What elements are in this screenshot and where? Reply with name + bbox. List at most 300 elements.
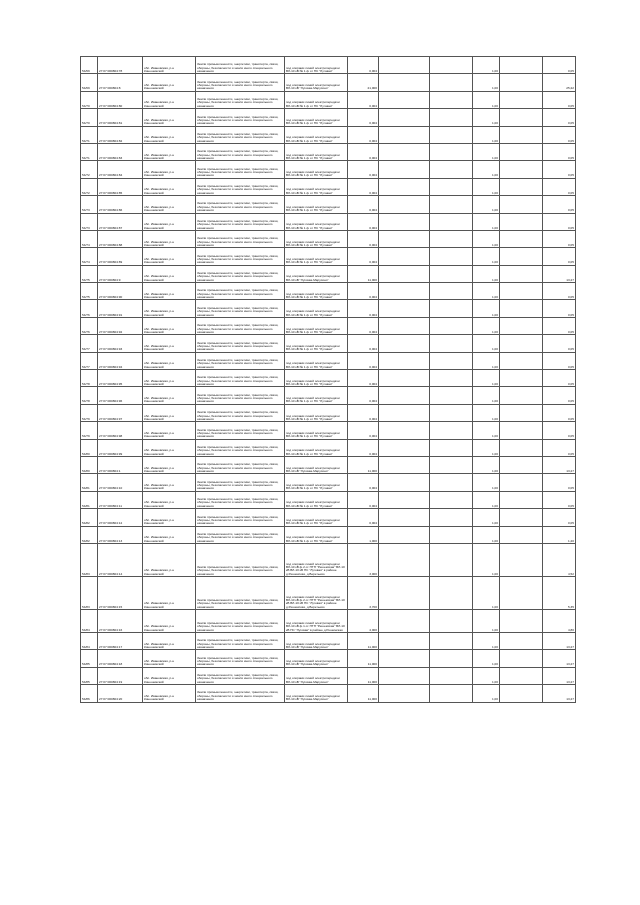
location: обл. Ивановская, р-н Кинешемский bbox=[143, 667, 196, 684]
empty-cell bbox=[500, 283, 543, 300]
area: 0,004 bbox=[348, 248, 379, 265]
area: 0,004 bbox=[348, 300, 379, 317]
amount: 0,05 bbox=[543, 230, 576, 247]
empty-cell bbox=[430, 178, 473, 195]
empty-cell bbox=[379, 387, 430, 404]
share: 1,00 bbox=[473, 526, 500, 543]
empty-cell bbox=[500, 370, 543, 387]
amount: 0,05 bbox=[543, 91, 576, 108]
area: 0,004 bbox=[348, 196, 379, 213]
amount: 13,27 bbox=[543, 632, 576, 649]
empty-cell bbox=[379, 609, 430, 632]
location: обл. Ивановская, р-н Кинешемский bbox=[143, 543, 196, 576]
empty-cell bbox=[379, 57, 430, 74]
area: 4,000 bbox=[348, 609, 379, 632]
table-row bbox=[81, 283, 576, 300]
table-row bbox=[81, 317, 576, 334]
empty-cell bbox=[379, 422, 430, 439]
table-row bbox=[81, 248, 576, 265]
permitted-use: под опорами линий электропередачи ВЛ-10 кВ № 1 ф от ПС "Луговая" bbox=[285, 491, 348, 508]
empty-cell bbox=[430, 196, 473, 213]
share: 1,00 bbox=[473, 57, 500, 74]
permitted-use: под опорами линий электропередачи ВЛ-10 кВ № 1 ф от ПС "Луговая" bbox=[285, 387, 348, 404]
cadastral-number: 27:07:000804:78 bbox=[98, 57, 143, 74]
location: обл. Ивановская, р-н Кинешемский bbox=[143, 576, 196, 609]
land-category: Земли промышленности, энергетики, транспорта, связи, обороны, безопасности и земли иного специального назначения bbox=[196, 109, 285, 126]
land-category: Земли промышленности, энергетики, транспорта, связи, обороны, безопасности и земли иного специального назначения bbox=[196, 178, 285, 195]
permitted-use: под опорами линий электропередачи ВЛ-10 кВ № 1 ф от ПС "Луговая" bbox=[285, 91, 348, 108]
table-row bbox=[81, 74, 576, 91]
table-row bbox=[81, 109, 576, 126]
empty-cell bbox=[500, 213, 543, 230]
row-number: 54/78 bbox=[81, 387, 98, 404]
permitted-use: под опорами линий электропередачи ВЛ-10 кВ № 1 ф от ПС "Луговая" bbox=[285, 317, 348, 334]
share: 1,00 bbox=[473, 509, 500, 526]
share: 1,00 bbox=[473, 143, 500, 160]
amount: 5,35 bbox=[543, 576, 576, 609]
location: обл. Ивановская, р-н Кинешемский bbox=[143, 609, 196, 632]
land-category: Земли промышленности, энергетики, транспорта, связи, обороны, безопасности и земли иного специального назначения bbox=[196, 283, 285, 300]
land-category: Земли промышленности, энергетики, транспорта, связи, обороны, безопасности и земли иного специального назначения bbox=[196, 667, 285, 684]
cadastral-number: 27:07:000804:98 bbox=[98, 422, 143, 439]
area: 11,000 bbox=[348, 667, 379, 684]
empty-cell bbox=[500, 143, 543, 160]
row-number: 54/69 bbox=[81, 74, 98, 91]
empty-cell bbox=[500, 57, 543, 74]
cadastral-number: 27:07:000804:20 bbox=[98, 685, 143, 702]
empty-cell bbox=[379, 474, 430, 491]
land-category: Земли промышленности, энергетики, транспорта, связи, обороны, безопасности и земли иного специального назначения bbox=[196, 509, 285, 526]
row-number: 54/72 bbox=[81, 178, 98, 195]
location: обл. Ивановская, р-н Кинешемский bbox=[143, 335, 196, 352]
area: 0,004 bbox=[348, 126, 379, 143]
table-row bbox=[81, 526, 576, 543]
area: 0,004 bbox=[348, 178, 379, 195]
empty-cell bbox=[430, 526, 473, 543]
row-number: 54/86 bbox=[81, 685, 98, 702]
share: 1,00 bbox=[473, 576, 500, 609]
empty-cell bbox=[430, 230, 473, 247]
empty-cell bbox=[379, 370, 430, 387]
share: 1,00 bbox=[473, 109, 500, 126]
amount: 13,27 bbox=[543, 456, 576, 473]
area: 0,004 bbox=[348, 370, 379, 387]
land-category: Земли промышленности, энергетики, транспорта, связи, обороны, безопасности и земли иного специального назначения bbox=[196, 685, 285, 702]
area: 0,004 bbox=[348, 335, 379, 352]
land-category: Земли промышленности, энергетики, транспорта, связи, обороны, безопасности и земли иного специального назначения bbox=[196, 526, 285, 543]
empty-cell bbox=[500, 230, 543, 247]
empty-cell bbox=[379, 283, 430, 300]
empty-cell bbox=[500, 685, 543, 702]
share: 1,00 bbox=[473, 213, 500, 230]
location: обл. Ивановская, р-н Кинешемский bbox=[143, 178, 196, 195]
permitted-use: под опорами линий электропередачи ВЛ-10 кВ № 1 ф от ПС "Луговая" bbox=[285, 161, 348, 178]
empty-cell bbox=[430, 370, 473, 387]
empty-cell bbox=[430, 650, 473, 667]
row-number: 54/72 bbox=[81, 161, 98, 178]
table-row bbox=[81, 609, 576, 632]
amount: 25,22 bbox=[543, 74, 576, 91]
row-number: 54/76 bbox=[81, 300, 98, 317]
cadastral-number: 27:07:000804:80 bbox=[98, 91, 143, 108]
share: 1,00 bbox=[473, 650, 500, 667]
area: 11,000 bbox=[348, 456, 379, 473]
cadastral-number: 27:07:000804:14 bbox=[98, 543, 143, 576]
land-category: Земли промышленности, энергетики, транспорта, связи, обороны, безопасности и земли иного специального назначения bbox=[196, 126, 285, 143]
permitted-use: под опорами линий электропередачи ВЛ-10 кВ № 1 ф от ПС "Луговая" bbox=[285, 126, 348, 143]
table-row bbox=[81, 126, 576, 143]
location: обл. Ивановская, р-н Кинешемский bbox=[143, 491, 196, 508]
land-category: Земли промышленности, энергетики, транспорта, связи, обороны, безопасности и земли иного специального назначения bbox=[196, 335, 285, 352]
row-number: 54/74 bbox=[81, 248, 98, 265]
table-row bbox=[81, 178, 576, 195]
row-number: 54/77 bbox=[81, 335, 98, 352]
row-number: 54/83 bbox=[81, 576, 98, 609]
empty-cell bbox=[430, 509, 473, 526]
empty-cell bbox=[500, 474, 543, 491]
permitted-use: под опорами линий электропередачи ВЛ-10 кВ № 1 ф от ПС "Луговая" bbox=[285, 57, 348, 74]
land-category: Земли промышленности, энергетики, транспорта, связи, обороны, безопасности и земли иного специального назначения bbox=[196, 632, 285, 649]
share: 1,00 bbox=[473, 161, 500, 178]
empty-cell bbox=[500, 650, 543, 667]
area: 0,004 bbox=[348, 491, 379, 508]
area: 11,000 bbox=[348, 685, 379, 702]
amount: 13,27 bbox=[543, 265, 576, 282]
empty-cell bbox=[379, 491, 430, 508]
row-number: 54/80 bbox=[81, 456, 98, 473]
amount: 0,05 bbox=[543, 404, 576, 421]
amount: 0,05 bbox=[543, 439, 576, 456]
empty-cell bbox=[379, 317, 430, 334]
empty-cell bbox=[430, 300, 473, 317]
empty-cell bbox=[500, 196, 543, 213]
area: 11,000 bbox=[348, 650, 379, 667]
row-number: 54/82 bbox=[81, 509, 98, 526]
empty-cell bbox=[500, 335, 543, 352]
empty-cell bbox=[500, 404, 543, 421]
empty-cell bbox=[430, 161, 473, 178]
amount: 0,05 bbox=[543, 283, 576, 300]
row-number: 54/70 bbox=[81, 109, 98, 126]
permitted-use: под опорами линий электропередачи ВЛ-10 кВ № 1 ф от ПС "Луговая" bbox=[285, 248, 348, 265]
area: 11,000 bbox=[348, 632, 379, 649]
area: 0,004 bbox=[348, 352, 379, 369]
permitted-use: под опорами линий электропередачи ВЛ-10 кВ № 1 ф от ПС "Луговая" bbox=[285, 370, 348, 387]
empty-cell bbox=[500, 387, 543, 404]
empty-cell bbox=[379, 126, 430, 143]
share: 1,00 bbox=[473, 422, 500, 439]
permitted-use: под опорами линий электропередачи ВЛ-10 кВ № 1 ф от ПС "Луговая" bbox=[285, 474, 348, 491]
empty-cell bbox=[430, 283, 473, 300]
empty-cell bbox=[500, 422, 543, 439]
share: 1,00 bbox=[473, 335, 500, 352]
empty-cell bbox=[379, 248, 430, 265]
empty-cell bbox=[430, 667, 473, 684]
land-category: Земли промышленности, энергетики, транспорта, связи, обороны, безопасности и земли иного специального назначения bbox=[196, 439, 285, 456]
row-number: 54/83 bbox=[81, 543, 98, 576]
table-row bbox=[81, 667, 576, 684]
permitted-use: под опорами линий электропередачи ВЛ-10 кВ № 1 ф от ПС "Луговая" bbox=[285, 526, 348, 543]
table-row bbox=[81, 57, 576, 74]
row-number: 54/69 bbox=[81, 57, 98, 74]
amount: 13,27 bbox=[543, 667, 576, 684]
empty-cell bbox=[430, 74, 473, 91]
share: 1,00 bbox=[473, 126, 500, 143]
land-category: Земли промышленности, энергетики, транспорта, связи, обороны, безопасности и земли иного специального назначения bbox=[196, 474, 285, 491]
area: 0,004 bbox=[348, 57, 379, 74]
permitted-use: под опорами линий электропередачи ВЛ-10 кВ № 1 ф от ПС "Луговая" bbox=[285, 196, 348, 213]
area: 0,004 bbox=[348, 474, 379, 491]
row-number: 54/77 bbox=[81, 352, 98, 369]
amount: 0,05 bbox=[543, 491, 576, 508]
row-number: 54/73 bbox=[81, 213, 98, 230]
share: 1,00 bbox=[473, 632, 500, 649]
cadastral-number: 27:07:000804:82 bbox=[98, 126, 143, 143]
cadastral-number: 27:07:000804:85 bbox=[98, 178, 143, 195]
permitted-use: под опорами линий электропередачи ВЛ-10 кВ ф.2 от ПТП "Решемская" ВЛ-10 кВ ВЛ-10 кВ ПС "Луговая" в районе д.Решемская, д.Веретьево bbox=[285, 576, 348, 609]
land-category: Земли промышленности, энергетики, транспорта, связи, обороны, безопасности и земли иного специального назначения bbox=[196, 491, 285, 508]
table-row bbox=[81, 491, 576, 508]
permitted-use: под опорами линий электропередачи ВЛ-10 кВ "Луговая-Марусино" bbox=[285, 685, 348, 702]
cadastral-number: 27:07:000804:81 bbox=[98, 109, 143, 126]
table-row bbox=[81, 335, 576, 352]
area: 0,004 bbox=[348, 143, 379, 160]
amount: 0,05 bbox=[543, 126, 576, 143]
location: обл. Ивановская, р-н Кинешемский bbox=[143, 126, 196, 143]
empty-cell bbox=[500, 456, 543, 473]
amount: 0,05 bbox=[543, 474, 576, 491]
empty-cell bbox=[379, 196, 430, 213]
empty-cell bbox=[500, 543, 543, 576]
amount: 0,05 bbox=[543, 196, 576, 213]
row-number: 54/81 bbox=[81, 474, 98, 491]
area: 0,004 bbox=[348, 422, 379, 439]
empty-cell bbox=[430, 126, 473, 143]
row-number: 54/80 bbox=[81, 439, 98, 456]
share: 1,00 bbox=[473, 352, 500, 369]
cadastral-number: 27:07:000804:91 bbox=[98, 300, 143, 317]
land-category: Земли промышленности, энергетики, транспорта, связи, обороны, безопасности и земли иного специального назначения bbox=[196, 161, 285, 178]
location: обл. Ивановская, р-н Кинешемский bbox=[143, 404, 196, 421]
table-row bbox=[81, 422, 576, 439]
location: обл. Ивановская, р-н Кинешемский bbox=[143, 422, 196, 439]
amount: 0,05 bbox=[543, 335, 576, 352]
land-category: Земли промышленности, энергетики, транспорта, связи, обороны, безопасности и земли иного специального назначения bbox=[196, 404, 285, 421]
table-row bbox=[81, 91, 576, 108]
land-category: Земли промышленности, энергетики, транспорта, связи, обороны, безопасности и земли иного специального назначения bbox=[196, 91, 285, 108]
share: 1,00 bbox=[473, 74, 500, 91]
amount: 0,05 bbox=[543, 213, 576, 230]
empty-cell bbox=[379, 352, 430, 369]
cadastral-number: 27:07:000804:96 bbox=[98, 387, 143, 404]
share: 1,00 bbox=[473, 178, 500, 195]
land-category: Земли промышленности, энергетики, транспорта, связи, обороны, безопасности и земли иного специального назначения bbox=[196, 352, 285, 369]
table-row bbox=[81, 265, 576, 282]
empty-cell bbox=[500, 126, 543, 143]
location: обл. Ивановская, р-н Кинешемский bbox=[143, 632, 196, 649]
share: 1,00 bbox=[473, 387, 500, 404]
table-row bbox=[81, 370, 576, 387]
share: 1,00 bbox=[473, 91, 500, 108]
location: обл. Ивановская, р-н Кинешемский bbox=[143, 283, 196, 300]
empty-cell bbox=[500, 91, 543, 108]
location: обл. Ивановская, р-н Кинешемский bbox=[143, 439, 196, 456]
cadastral-number: 27:07:000804:16 bbox=[98, 609, 143, 632]
amount: 0,05 bbox=[543, 370, 576, 387]
row-number: 54/75 bbox=[81, 283, 98, 300]
area: 0,004 bbox=[348, 213, 379, 230]
land-category: Земли промышленности, энергетики, транспорта, связи, обороны, безопасности и земли иного специального назначения bbox=[196, 265, 285, 282]
location: обл. Ивановская, р-н Кинешемский bbox=[143, 161, 196, 178]
empty-cell bbox=[379, 109, 430, 126]
location: обл. Ивановская, р-н Кинешемский bbox=[143, 526, 196, 543]
table-row bbox=[81, 576, 576, 609]
land-category: Земли промышленности, энергетики, транспорта, связи, обороны, безопасности и земли иного специального назначения bbox=[196, 213, 285, 230]
area: 0,004 bbox=[348, 404, 379, 421]
amount: 0,05 bbox=[543, 300, 576, 317]
empty-cell bbox=[500, 609, 543, 632]
amount: 0,05 bbox=[543, 509, 576, 526]
location: обл. Ивановская, р-н Кинешемский bbox=[143, 370, 196, 387]
location: обл. Ивановская, р-н Кинешемский bbox=[143, 387, 196, 404]
permitted-use: под опорами линий электропередачи ВЛ-10 кВ № 1 ф от ПС "Луговая" bbox=[285, 109, 348, 126]
amount: 4,80 bbox=[543, 609, 576, 632]
land-category: Земли промышленности, энергетики, транспорта, связи, обороны, безопасности и земли иного специального назначения bbox=[196, 74, 285, 91]
empty-cell bbox=[500, 109, 543, 126]
empty-cell bbox=[379, 576, 430, 609]
table-row bbox=[81, 230, 576, 247]
permitted-use: под опорами линий электропередачи ВЛ-10 кВ № 1 ф от ПС "Луговая" bbox=[285, 352, 348, 369]
location: обл. Ивановская, р-н Кинешемский bbox=[143, 352, 196, 369]
location: обл. Ивановская, р-н Кинешемский bbox=[143, 317, 196, 334]
land-category: Земли промышленности, энергетики, транспорта, связи, обороны, безопасности и земли иного специального назначения bbox=[196, 230, 285, 247]
location: обл. Ивановская, р-н Кинешемский bbox=[143, 509, 196, 526]
table-row bbox=[81, 213, 576, 230]
empty-cell bbox=[379, 543, 430, 576]
cadastral-number: 27:07:000804:12 bbox=[98, 509, 143, 526]
empty-cell bbox=[430, 109, 473, 126]
table-row bbox=[81, 685, 576, 702]
land-category: Земли промышленности, энергетики, транспорта, связи, обороны, безопасности и земли иного специального назначения bbox=[196, 370, 285, 387]
empty-cell bbox=[379, 230, 430, 247]
empty-cell bbox=[500, 576, 543, 609]
location: обл. Ивановская, р-н Кинешемский bbox=[143, 265, 196, 282]
permitted-use: под опорами линий электропередачи ВЛ-10 кВ "Луговая-Марусино" bbox=[285, 265, 348, 282]
empty-cell bbox=[500, 491, 543, 508]
empty-cell bbox=[430, 265, 473, 282]
row-number: 54/71 bbox=[81, 143, 98, 160]
location: обл. Ивановская, р-н Кинешемский bbox=[143, 74, 196, 91]
permitted-use: под опорами линий электропередачи ВЛ-10 кВ "Луговая-Марусино" bbox=[285, 650, 348, 667]
empty-cell bbox=[500, 74, 543, 91]
amount: 0,05 bbox=[543, 143, 576, 160]
area: 0,004 bbox=[348, 317, 379, 334]
table-row bbox=[81, 650, 576, 667]
cadastral-number: 27:07:000804:84 bbox=[98, 161, 143, 178]
empty-cell bbox=[430, 456, 473, 473]
share: 1,00 bbox=[473, 543, 500, 576]
empty-cell bbox=[379, 265, 430, 282]
land-category: Земли промышленности, энергетики, транспорта, связи, обороны, безопасности и земли иного специального назначения bbox=[196, 576, 285, 609]
empty-cell bbox=[430, 422, 473, 439]
permitted-use: под опорами линий электропередачи ВЛ-10 кВ № 1 ф от ПС "Луговая" bbox=[285, 422, 348, 439]
permitted-use: под опорами линий электропередачи ВЛ-10 кВ № 1 ф от ПС "Луговая" bbox=[285, 439, 348, 456]
table-row bbox=[81, 196, 576, 213]
table-row bbox=[81, 300, 576, 317]
permitted-use: под опорами линий электропередачи ВЛ-10 кВ № 1 ф от ПС "Луговая" bbox=[285, 509, 348, 526]
row-number: 54/75 bbox=[81, 265, 98, 282]
empty-cell bbox=[500, 248, 543, 265]
row-number: 54/85 bbox=[81, 650, 98, 667]
area: 0,004 bbox=[348, 109, 379, 126]
land-category: Земли промышленности, энергетики, транспорта, связи, обороны, безопасности и земли иного специального назначения bbox=[196, 609, 285, 632]
row-number: 54/71 bbox=[81, 126, 98, 143]
amount: 0,05 bbox=[543, 352, 576, 369]
empty-cell bbox=[379, 439, 430, 456]
table-row bbox=[81, 456, 576, 473]
table-row bbox=[81, 632, 576, 649]
table-row bbox=[81, 474, 576, 491]
cadastral-number: 27:07:000804:93 bbox=[98, 335, 143, 352]
row-number: 54/84 bbox=[81, 632, 98, 649]
land-category: Земли промышленности, энергетики, транспорта, связи, обороны, безопасности и земли иного специального назначения bbox=[196, 143, 285, 160]
empty-cell bbox=[430, 404, 473, 421]
table-row bbox=[81, 161, 576, 178]
row-number: 54/82 bbox=[81, 526, 98, 543]
empty-cell bbox=[430, 609, 473, 632]
permitted-use: под опорами линий электропередачи ВЛ-10 кВ ф.1 от ПТП "Решемская" ВЛ-10 кВ ПС "Луговая" в районе д.Решемская bbox=[285, 609, 348, 632]
table-row bbox=[81, 543, 576, 576]
share: 1,00 bbox=[473, 300, 500, 317]
land-category: Земли промышленности, энергетики, транспорта, связи, обороны, безопасности и земли иного специального назначения bbox=[196, 196, 285, 213]
permitted-use: под опорами линий электропередачи ВЛ-10 кВ ф.2 от ПТП "Решемская" ВЛ-10 кВ ВЛ-10 кВ ПС "Луговая" в районе д.Решемская, д.Веретьево bbox=[285, 543, 348, 576]
area: 0,004 bbox=[348, 439, 379, 456]
area: 0,004 bbox=[348, 91, 379, 108]
row-number: 54/76 bbox=[81, 317, 98, 334]
permitted-use: под опорами линий электропередачи ВЛ-10 кВ № 1 ф от ПС "Луговая" bbox=[285, 178, 348, 195]
empty-cell bbox=[430, 213, 473, 230]
empty-cell bbox=[430, 491, 473, 508]
area: 0,004 bbox=[348, 283, 379, 300]
location: обл. Ивановская, р-н Кинешемский bbox=[143, 248, 196, 265]
amount: 0,05 bbox=[543, 178, 576, 195]
area: 0,004 bbox=[348, 230, 379, 247]
location: обл. Ивановская, р-н Кинешемский bbox=[143, 230, 196, 247]
share: 1,00 bbox=[473, 248, 500, 265]
empty-cell bbox=[430, 685, 473, 702]
share: 1,00 bbox=[473, 370, 500, 387]
location: обл. Ивановская, р-н Кинешемский bbox=[143, 109, 196, 126]
empty-cell bbox=[500, 178, 543, 195]
empty-cell bbox=[500, 632, 543, 649]
share: 1,00 bbox=[473, 230, 500, 247]
cadastral-number: 27:07:000804:86 bbox=[98, 196, 143, 213]
empty-cell bbox=[379, 300, 430, 317]
land-category: Земли промышленности, энергетики, транспорта, связи, обороны, безопасности и земли иного специального назначения bbox=[196, 650, 285, 667]
cadastral-number: 27:07:000804:88 bbox=[98, 230, 143, 247]
area: 0,004 bbox=[348, 387, 379, 404]
cadastral-number: 27:07:000804:10 bbox=[98, 474, 143, 491]
cadastral-number: 27:07:000804:18 bbox=[98, 650, 143, 667]
cadastral-number: 27:07:000804:92 bbox=[98, 317, 143, 334]
amount: 4,52 bbox=[543, 543, 576, 576]
cadastral-number: 27:07:000804:99 bbox=[98, 439, 143, 456]
location: обл. Ивановская, р-н Кинешемский bbox=[143, 650, 196, 667]
location: обл. Ивановская, р-н Кинешемский bbox=[143, 474, 196, 491]
amount: 1,20 bbox=[543, 526, 576, 543]
location: обл. Ивановская, р-н Кинешемский bbox=[143, 213, 196, 230]
cadastral-number: 27:07:000804:83 bbox=[98, 143, 143, 160]
